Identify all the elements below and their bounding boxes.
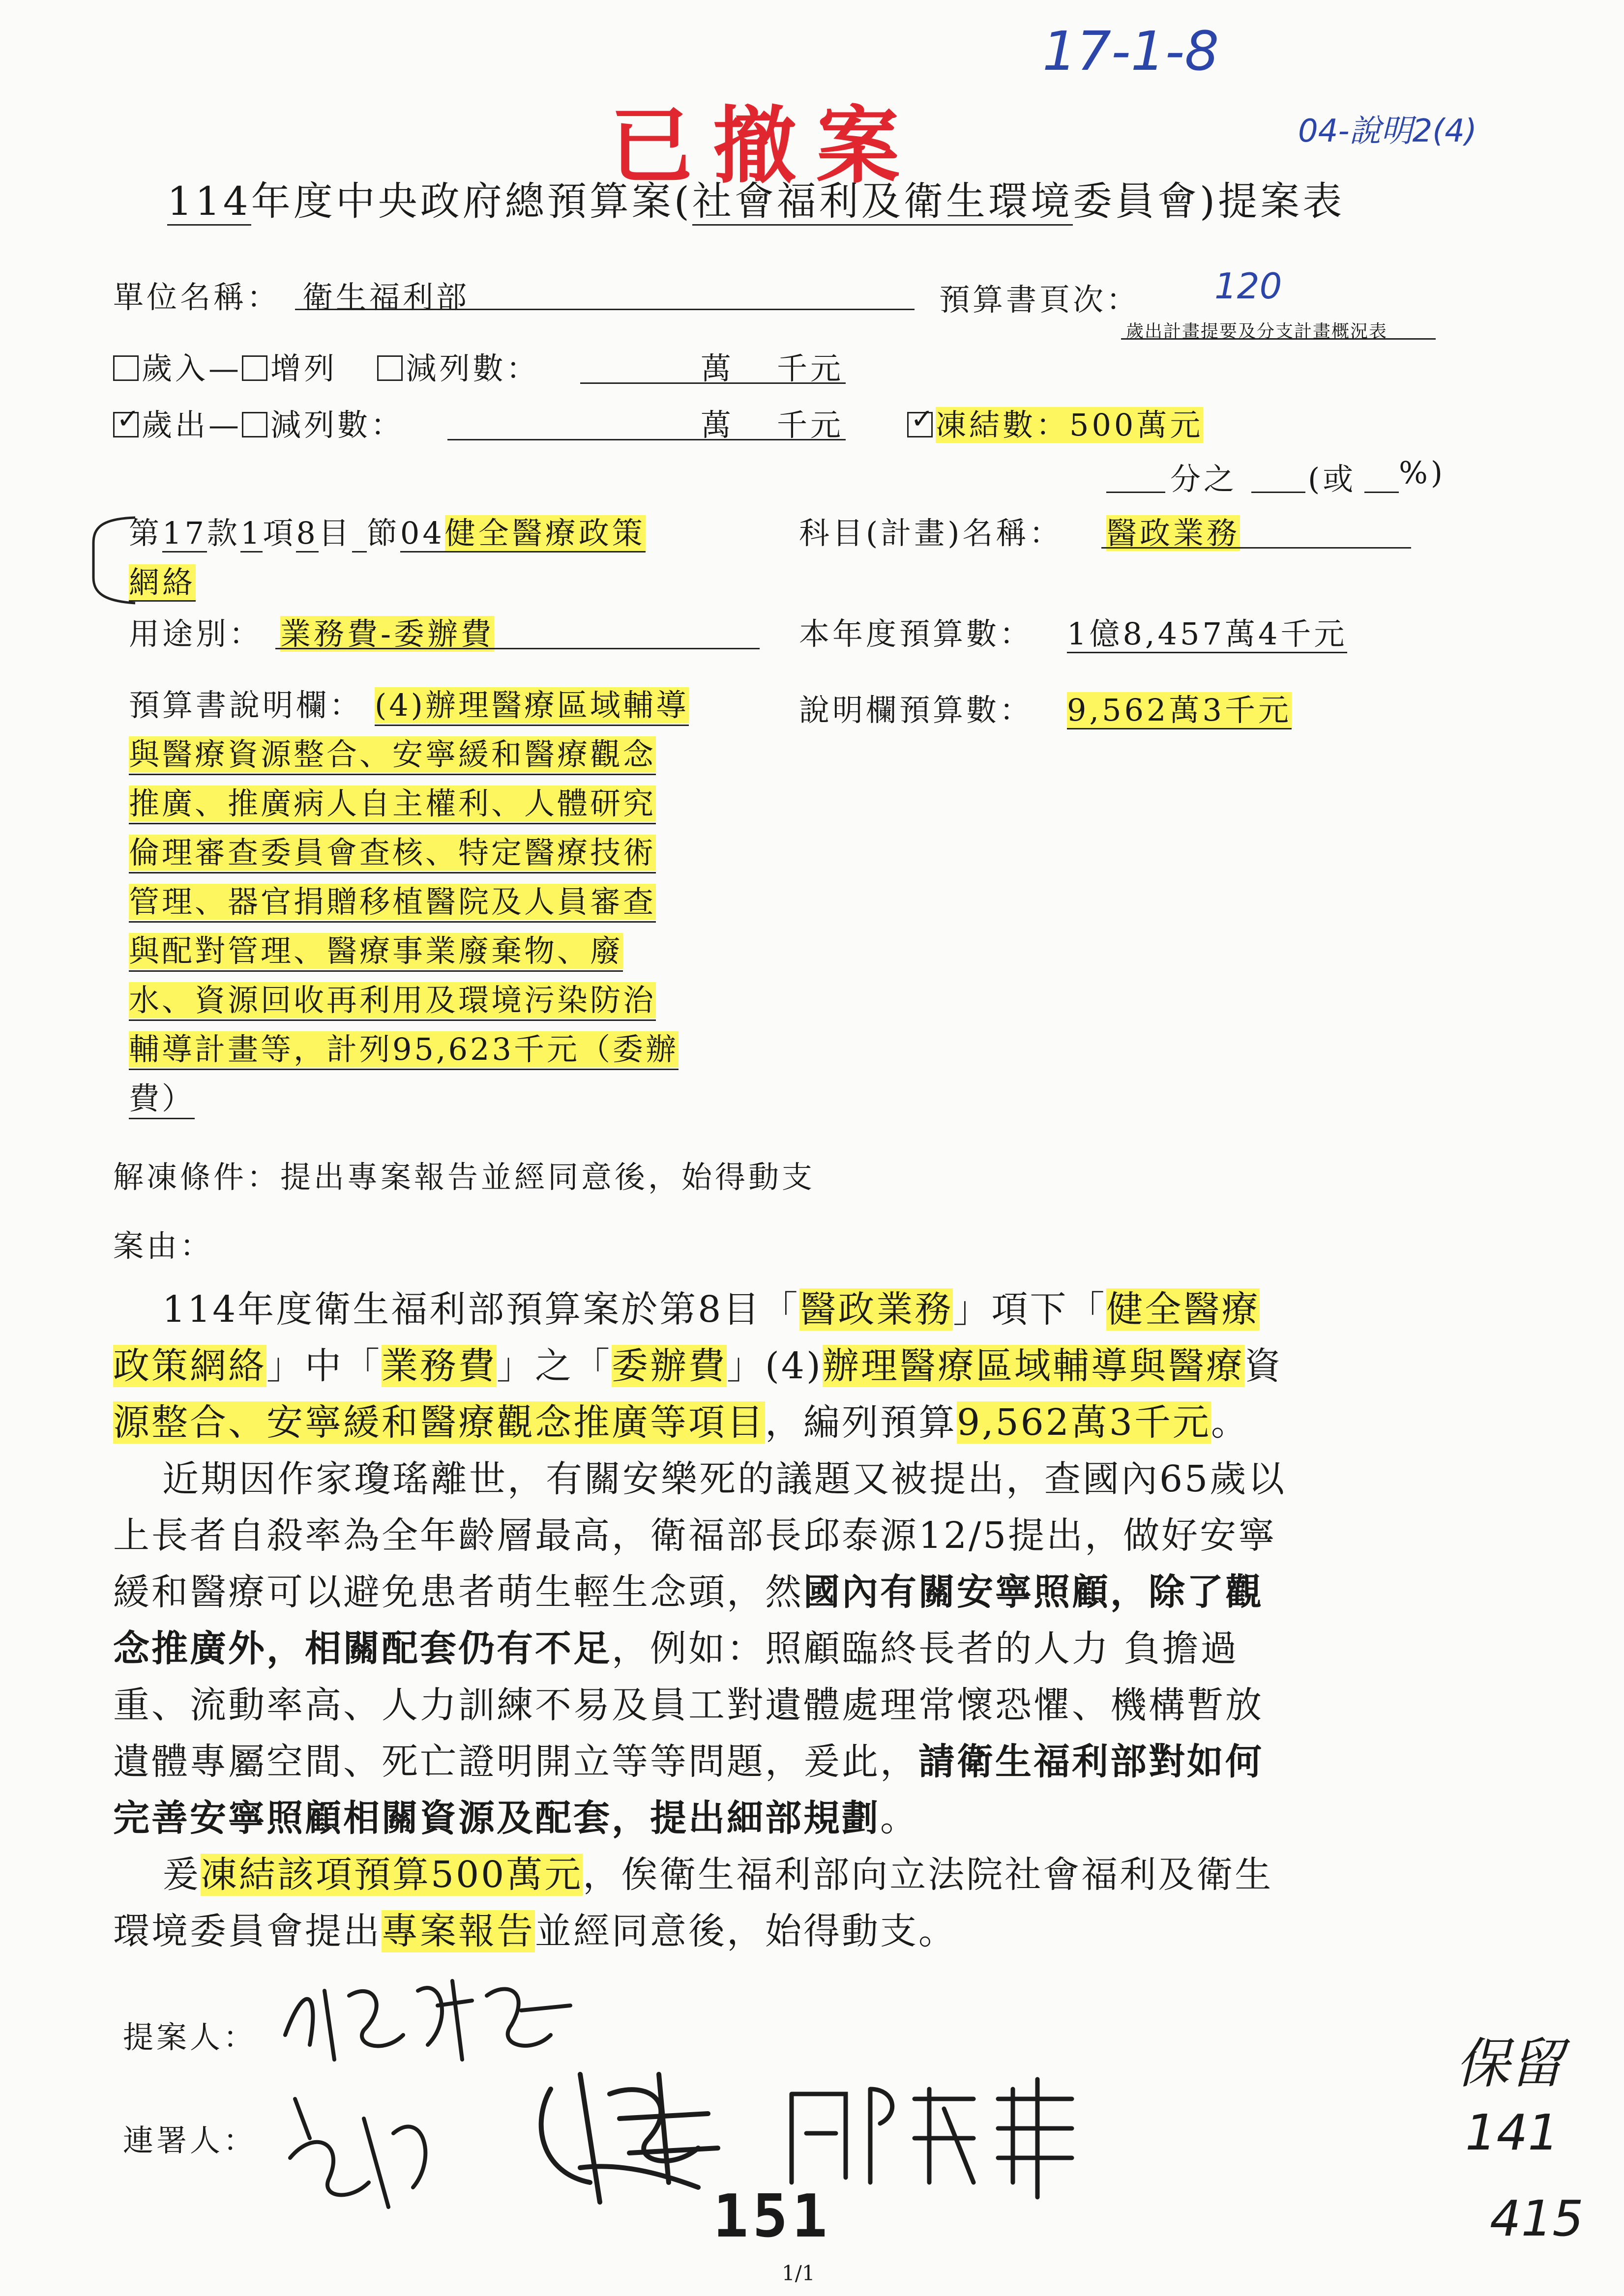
reason-p2-line7: 完善安寧照顧相關資源及配套，提出細部規劃。: [113, 1797, 918, 1839]
revenue-label: 歲入—: [142, 350, 242, 386]
title-post: 委員會)提案表: [1072, 178, 1345, 224]
fraction-blank-3: [1364, 492, 1399, 493]
page-title: [167, 170, 1345, 226]
budget-note-underline: [1121, 338, 1436, 340]
handwritten-date: 17-1-8: [1042, 20, 1219, 83]
cosigner-label: 連署人：: [123, 2122, 257, 2158]
expense-decrease-label: 減列數：: [270, 407, 405, 443]
handwritten-note-3: 415: [1490, 2190, 1584, 2247]
reason-p1-line2: 政策網絡」中「業務費」之「委辦費」(4)辦理醫療區域輔導與醫療資: [113, 1345, 1283, 1387]
reason-p2-line1: 近期因作家瓊瑤離世，有關安樂死的議題又被提出，查國內65歲以: [162, 1458, 1287, 1500]
fraction-huo: (或: [1308, 461, 1357, 497]
explanation-line-6: 與配對管理、醫療事業廢棄物、廢: [129, 927, 623, 972]
section-jie: 04: [400, 515, 445, 552]
section-xiang-label: 項: [263, 515, 296, 551]
section-mu-label: 目: [318, 515, 352, 551]
explanation-line-5: 管理、器官捐贈移植醫院及人員審查: [129, 877, 656, 923]
expense-label: 歲出—: [142, 407, 242, 443]
fraction-pct: %): [1399, 455, 1446, 491]
unfreeze-label: 解凍條件：: [113, 1159, 281, 1195]
plan-part2-text: 網絡: [129, 564, 196, 602]
fraction-blank-2: [1251, 492, 1305, 493]
annual-budget-value: [1067, 610, 1347, 653]
explanation-budget-text: 9,562萬3千元: [1067, 692, 1292, 729]
freeze-checkbox[interactable]: [907, 412, 933, 437]
reason-p1-line3: 源整合、安寧緩和醫療觀念推廣等項目，編列預算9,562萬3千元。: [113, 1401, 1249, 1444]
reason-p3-line2: 環境委員會提出專案報告並經同意後，始得動支。: [113, 1910, 957, 1952]
title-year: 114: [167, 178, 251, 226]
proposer-signature: [275, 1961, 590, 2074]
freeze-field: [907, 401, 1203, 444]
expense-wan: 萬: [701, 407, 735, 443]
usage-text: 業務費-委辦費: [280, 616, 494, 652]
page-indicator: 1/1: [782, 2261, 815, 2285]
explanation-budget-value: [1067, 686, 1292, 729]
unfreeze-value: 提出專案報告並經同意後，始得動支: [280, 1159, 816, 1195]
sheet-number: 151: [713, 2182, 831, 2251]
budget-page-label: 預算書頁次：: [939, 282, 1140, 318]
subject-underline: [1101, 547, 1411, 549]
reason-p2-line5: 重、流動率高、人力訓練不易及員工對遺體處理常懷恐懼、機構暫放: [113, 1684, 1264, 1726]
expense-decrease-checkbox[interactable]: [242, 412, 267, 437]
revenue-increase-label: 增列: [270, 350, 338, 386]
handwritten-page-no: 120: [1214, 265, 1282, 307]
revenue-underline: [580, 382, 846, 384]
reason-p1-line1: 114年度衛生福利部預算案於第8目「醫政業務」項下「健全醫療: [162, 1288, 1260, 1331]
expense-checkbox[interactable]: [113, 412, 139, 437]
section-mu: 8: [296, 515, 318, 552]
explanation-line-1: (4)辦理醫療區域輔導: [375, 681, 689, 726]
proposer-label: 提案人：: [123, 2019, 257, 2055]
expense-qian: 千元: [777, 407, 844, 443]
section-jie-blank: [352, 515, 367, 552]
budget-page-note: 歲出計畫提要及分支計畫概況表: [1126, 321, 1388, 342]
usage-underline: [275, 648, 760, 649]
explanation-line-9: 費）: [129, 1074, 195, 1119]
reason-p2-line2: 上長者自殺率為全年齡層最高，衛福部長邱泰源12/5提出，做好安寧: [113, 1514, 1277, 1557]
expense-row: [113, 401, 404, 444]
fraction-fen: 分之: [1170, 461, 1238, 497]
unit-label: 單位名稱：: [113, 279, 281, 315]
title-committee: 社會福利及衛生環境: [692, 178, 1073, 226]
explanation-line-4: 倫理審查委員會查核、特定醫療技術: [129, 828, 656, 873]
revenue-checkbox[interactable]: [113, 355, 139, 381]
explanation-budget-label: 說明欄預算數：: [799, 692, 1033, 728]
explanation-line-2: 與醫療資源整合、安寧緩和醫療觀念: [129, 730, 656, 775]
reason-p2-line6: 遺體專屬空間、死亡證明開立等等問題，爰此，請衛生福利部對如何: [113, 1741, 1264, 1783]
handwritten-note-2: 141: [1465, 2104, 1559, 2161]
reason-p2-line4: 念推廣外，相關配套仍有不足，例如：照顧臨終長者的人力 負擔過: [113, 1628, 1239, 1670]
section-kuan: 17: [162, 515, 207, 552]
explanation-line-8: 輔導計畫等，計列95,623千元（委辦: [129, 1025, 679, 1070]
annual-budget-label: 本年度預算數：: [799, 616, 1033, 652]
section-di: 第: [129, 515, 163, 551]
explanation-line-3: 推廣、推廣病人自主權利、人體研究: [129, 779, 656, 824]
annual-budget-text: 1億8,457萬4千元: [1067, 616, 1347, 653]
withdrawn-stamp: 已撤案: [610, 98, 920, 195]
section-plan-part1: 健全醫療政策: [445, 515, 646, 552]
freeze-amount: 凍結數：500萬元: [936, 407, 1204, 443]
reason-p3-line1: 爰凍結該項預算500萬元，俟衛生福利部向立法院社會福利及衛生: [162, 1854, 1273, 1896]
title-pre: 年度中央政府總預算案(: [251, 178, 692, 224]
section-row: [129, 509, 646, 552]
section-jie-label: 節: [366, 515, 400, 551]
reason-p2-line3: 緩和醫療可以避免患者萌生輕生念頭，然國內有關安寧照顧，除了觀: [113, 1571, 1264, 1613]
unit-value: 衛生福利部: [302, 279, 470, 315]
explanation-block: [129, 681, 768, 1123]
section-xiang: 1: [240, 515, 263, 552]
subject-label: 科目(計畫)名稱：: [799, 515, 1063, 551]
revenue-decrease-checkbox[interactable]: [377, 355, 403, 381]
explanation-line-7: 水、資源回收再利用及環境污染防治: [129, 976, 656, 1021]
expense-underline: [447, 439, 846, 440]
usage-label: 用途別：: [129, 616, 263, 652]
subject-value: [1106, 509, 1240, 552]
reason-label: 案由：: [113, 1228, 214, 1264]
section-plan-part2: [129, 558, 196, 602]
unit-underline: [295, 309, 915, 310]
explanation-label: 預算書說明欄：: [129, 687, 363, 723]
revenue-increase-checkbox[interactable]: [242, 355, 267, 381]
revenue-qian: 千元: [777, 350, 844, 386]
handwritten-ref-code: 04-說明2(4): [1298, 113, 1477, 149]
section-kuan-label: 款: [207, 515, 240, 551]
unfreeze-row: [113, 1153, 815, 1196]
revenue-wan: 萬: [701, 350, 735, 386]
usage-value: [280, 610, 494, 653]
fraction-blank-1: [1106, 492, 1165, 493]
subject-text: 醫政業務: [1106, 515, 1240, 551]
handwritten-note-1: 保留: [1455, 2032, 1564, 2095]
revenue-row: [113, 344, 539, 388]
revenue-decrease-label: 減列數：: [406, 350, 540, 386]
